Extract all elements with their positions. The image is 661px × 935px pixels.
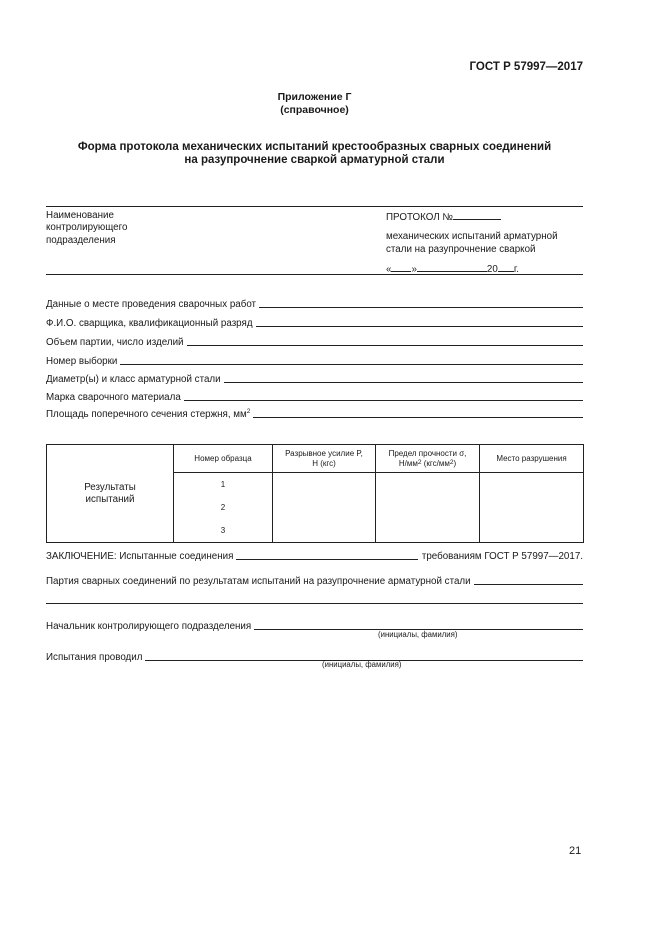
failure-cell (480, 473, 584, 543)
form-title-line1: Форма протокола механических испытаний крестообразных сварных соединений (77, 141, 552, 153)
field-batch: Объем партии, число изделий (46, 336, 583, 348)
sample-number-2: 2 (174, 496, 273, 519)
protocol-number: ПРОТОКОЛ № (386, 210, 586, 224)
page-number: 21 (569, 845, 582, 857)
field-material: Марка сварочного материала (46, 391, 583, 403)
protocol-date: « » 20 г. (386, 264, 519, 276)
header-strength: Предел прочности σ, $Н/мм^2$ $(кгс/мм^2)$ (376, 445, 480, 473)
protocol-block (386, 210, 586, 277)
field-sample-no: Номер выборки (46, 355, 583, 367)
conclusion-batch: Партия сварных соединений по результатам испытаний на разупрочнение арматурной стали (46, 575, 583, 587)
appendix-type: (справочное) (280, 104, 349, 116)
signature-tester: Испытания проводил (46, 651, 583, 663)
strength-cell (376, 473, 480, 543)
results-row-label: Результаты испытаний (47, 445, 174, 543)
appendix-title: Приложение Г (277, 91, 352, 103)
force-cell (273, 473, 376, 543)
form-title (0, 141, 629, 167)
field-welding-place: Данные о месте проведения сварочных работ (46, 298, 583, 310)
header-force: Разрывное усилие P, Н (кгс) (273, 445, 376, 473)
header-failure: Место разрушения (480, 445, 584, 473)
top-rule (46, 206, 583, 207)
header-sample: Номер образца (174, 445, 273, 473)
conclusion-line: ЗАКЛЮЧЕНИЕ: Испытанные соединения требованиям ГОСТ Р 57997—2017. (46, 551, 583, 562)
field-diameter: Диаметр(ы) и класс арматурной стали (46, 373, 583, 385)
field-welder: Ф.И.О. сварщика, квалификационный разряд (46, 317, 583, 329)
conclusion-blank-line (46, 603, 583, 604)
org-name-label: Наименование контролирующего подразделения (46, 210, 128, 246)
protocol-number-line (453, 210, 501, 220)
standard-number: ГОСТ Р 57997—2017 (469, 61, 583, 73)
signature-head: Начальник контролирующего подразделения (46, 620, 583, 632)
sample-number-1: 1 (174, 473, 273, 497)
protocol-desc-line1: механических испытаний арматурной (386, 231, 558, 243)
results-table (46, 444, 584, 543)
signature-tester-caption: (инициалы, фамилия) (322, 660, 402, 669)
protocol-desc-line2: стали на разупрочнение сваркой (386, 243, 536, 255)
sample-number-3: 3 (174, 519, 273, 543)
signature-head-caption: (инициалы, фамилия) (378, 630, 458, 639)
field-area: Площадь поперечного сечения стержня, $мм^2$ (46, 408, 583, 420)
form-title-line2: на разупрочнение сваркой арматурной стали (184, 154, 445, 166)
